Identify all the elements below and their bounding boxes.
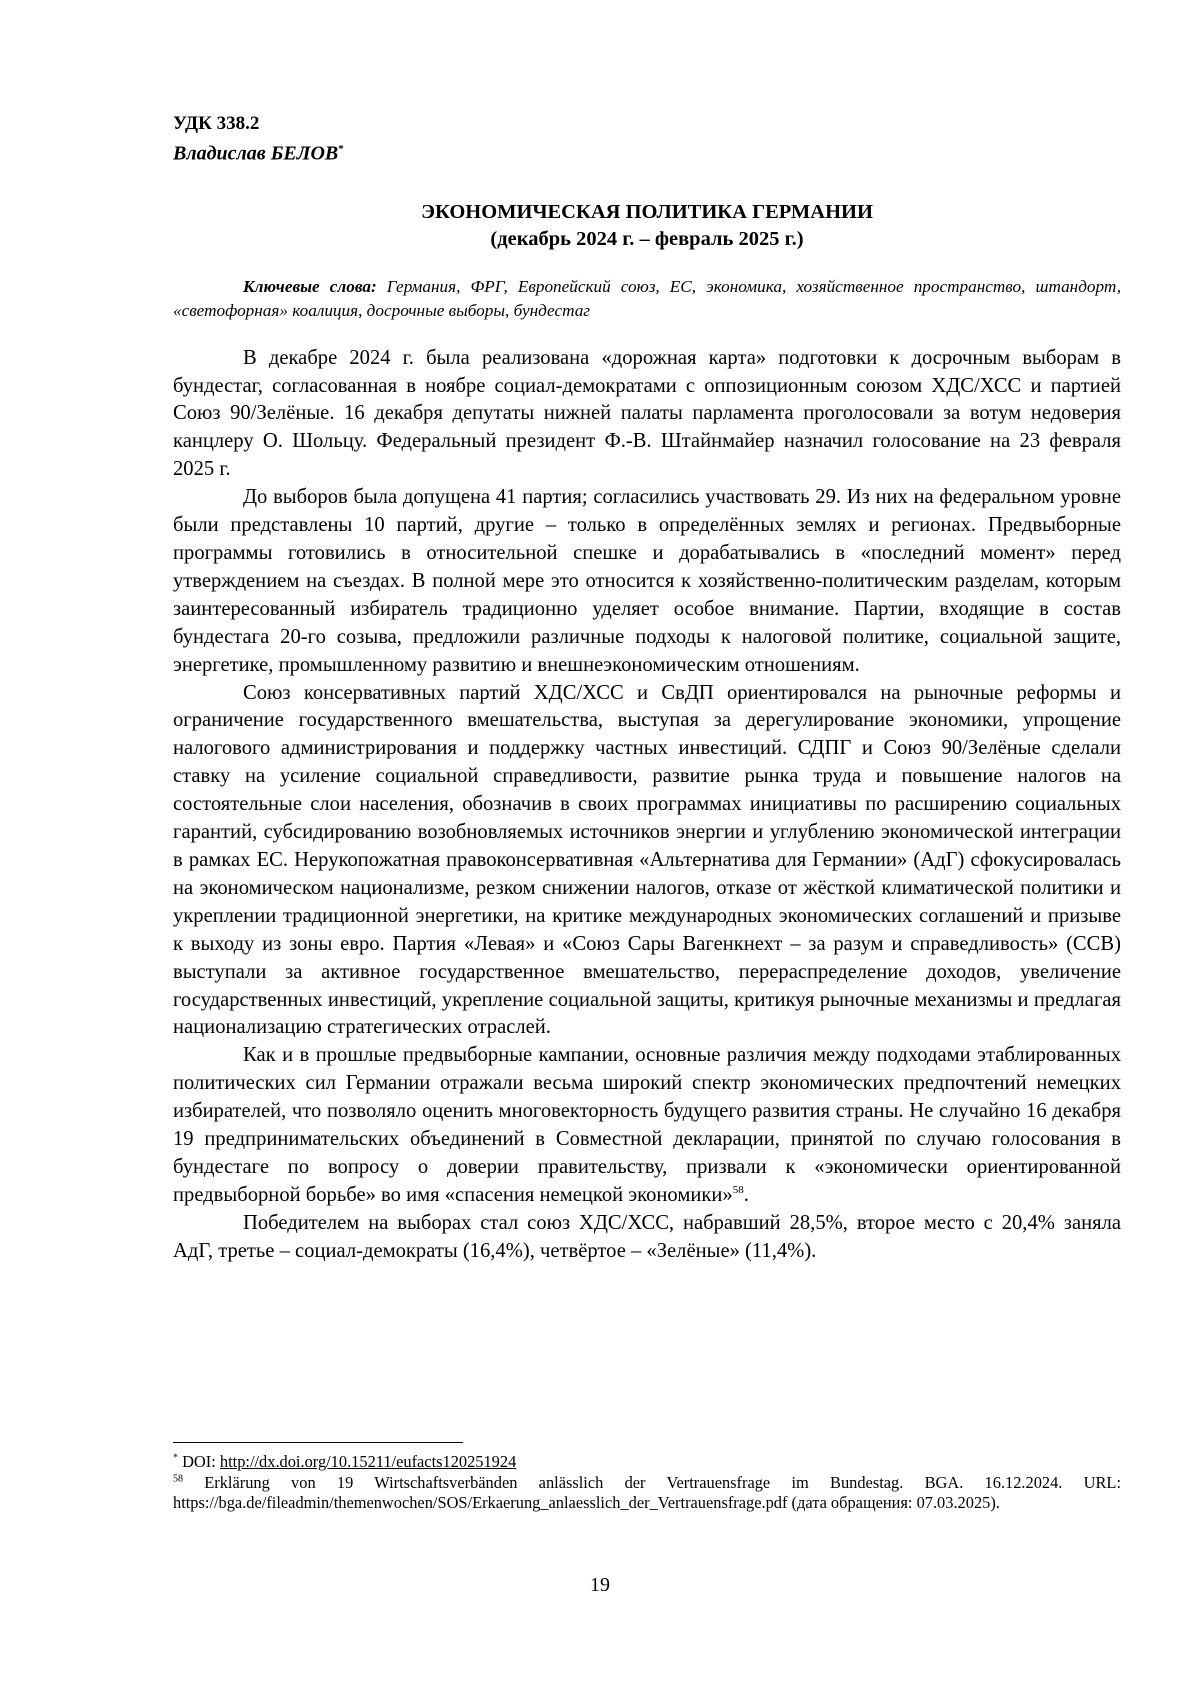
title-line-2: (декабрь 2024 г. – февраль 2025 г.) — [490, 227, 804, 250]
author-footnote-mark[interactable]: * — [338, 143, 344, 155]
paragraph-4 — [173, 1042, 1121, 1209]
article-page — [173, 112, 1121, 1266]
keywords-label: Ключевые слова: — [243, 276, 377, 296]
author-name-text: Владислав БЕЛОВ — [173, 142, 339, 165]
keywords — [173, 275, 1121, 323]
keywords-text: Германия, ФРГ, Европейский союз, ЕС, экономика, хозяйственное пространство, штандорт, «светофорная» коалиция, досрочные выборы, бундестаг — [173, 276, 1121, 320]
paragraph-4-text: Как и в прошлые предвыборные кампании, основные различия между подходами этаблированных политических сил Германии отражали весьма широкий спектр экономических предпочтений немецких избирателей, что позволяло оценить многовекторность будущего развития страны. Не случайно 16 декабря 19 предпринимательских объединений в Совместной декларации, принятой по случаю голосования в бундестаге по вопросу о доверии правительству, призвали к «экономически ориентированной предвыборной борьбе» во имя «спасения немецкой экономики» — [173, 1044, 1121, 1206]
page-number: 19 — [590, 1574, 610, 1596]
footnote-doi — [173, 1452, 1121, 1473]
title-line-1: ЭКОНОМИЧЕСКАЯ ПОЛИТИКА ГЕРМАНИИ — [421, 200, 873, 223]
footnote-doi-mark: * — [173, 1452, 178, 1464]
footnote-ref-58[interactable]: 58 — [732, 1183, 744, 1196]
footnote-58-text: Erklärung von 19 Wirtschaftsverbänden anlässlich der Vertrauensfrage im Bundestag. BGA. 16.12.2024. URL: https://bga.de/fileadmin/themenwochen/SOS/Erkaerung_anlaesslich_der_Vertrauensfrage.pdf (дата обращения: 07.03.2025). — [173, 1472, 1121, 1512]
doi-link[interactable]: http://dx.doi.org/10.15211/eufacts120251924 — [219, 1452, 517, 1471]
udk-code: УДК 338.2 — [173, 113, 260, 134]
article-title — [173, 199, 1121, 253]
footnote-divider — [173, 1442, 463, 1443]
article-body — [173, 345, 1121, 1266]
paragraph-5: Победителем на выборах стал союз ХДС/ХСС, набравший 28,5%, второе место с 20,4% заняла АдГ, третье – социал-демократы (16,4%), четвёртое – «Зелёные» (11,4%). — [173, 1211, 1121, 1262]
footnote-58 — [173, 1473, 1121, 1514]
author-name — [173, 136, 1121, 167]
paragraph-4-end: . — [743, 1183, 749, 1206]
footnote-doi-label: DOI: — [178, 1452, 220, 1471]
paragraph-1: В декабре 2024 г. была реализована «дорожная карта» подготовки к досрочным выборам в бундестаг, согласованная в ноябре социал-демократами с оппозиционным союзом ХДС/ХСС и партией Союз 90/Зелёные. 16 декабря депутаты нижней палаты парламента проголосовали за вотум недоверия канцлеру О. Шольцу. Федеральный президент Ф.-В. Штайнмайер назначил голосование на 23 февраля 2025 г. — [173, 346, 1121, 481]
footnote-58-mark: 58 — [173, 1473, 183, 1485]
paragraph-3: Союз консервативных партий ХДС/ХСС и СвДП ориентировался на рыночные реформы и ограничение государственного вмешательства, выступая за дерегулирование экономики, упрощение налогового администрирования и поддержку частных инвестиций. СДПГ и Союз 90/Зелёные сделали ставку на усиление социальной справедливости, развитие рынка труда и повышение налогов на состоятельные слои населения, обозначив в своих программах инициативы по расширению социальных гарантий, субсидированию возобновляемых источников энергии и углублению экономической интеграции в рамках ЕС. Нерукопожатная правоконсервативная «Альтернатива для Германии» (АдГ) сфокусировалась на экономическом национализме, резком снижении налогов, отказе от жёсткой климатической политики и укреплении традиционной энергетики, на критике международных экономических соглашений и призыве к выходу из зоны евро. Партия «Левая» и «Союз Сары Вагенкнехт – за разум и справедливость» (ССВ) выступали за активное государственное вмешательство, перераспределение доходов, увеличение государственных инвестиций, укрепление социальной защиты, критикуя рыночные механизмы и предлагая национализацию стратегических отраслей. — [173, 681, 1121, 1039]
paragraph-2: До выборов была допущена 41 партия; согласились участвовать 29. Из них на федеральном уровне были представлены 10 партий, другие – только в определённых землях и регионах. Предвыборные программы готовились в относительной спешке и дорабатывались в «последний момент» перед утверждением на съездах. В полной мере это относится к хозяйственно-политическим разделам, которым заинтересованный избиратель традиционно уделяет особое внимание. Партии, входящие в состав бундестага 20-го созыва, предложили различные подходы к налоговой политике, социальной защите, энергетике, промышленному развитию и внешнеэкономическим отношениям. — [173, 486, 1121, 676]
footnotes — [173, 1452, 1121, 1514]
